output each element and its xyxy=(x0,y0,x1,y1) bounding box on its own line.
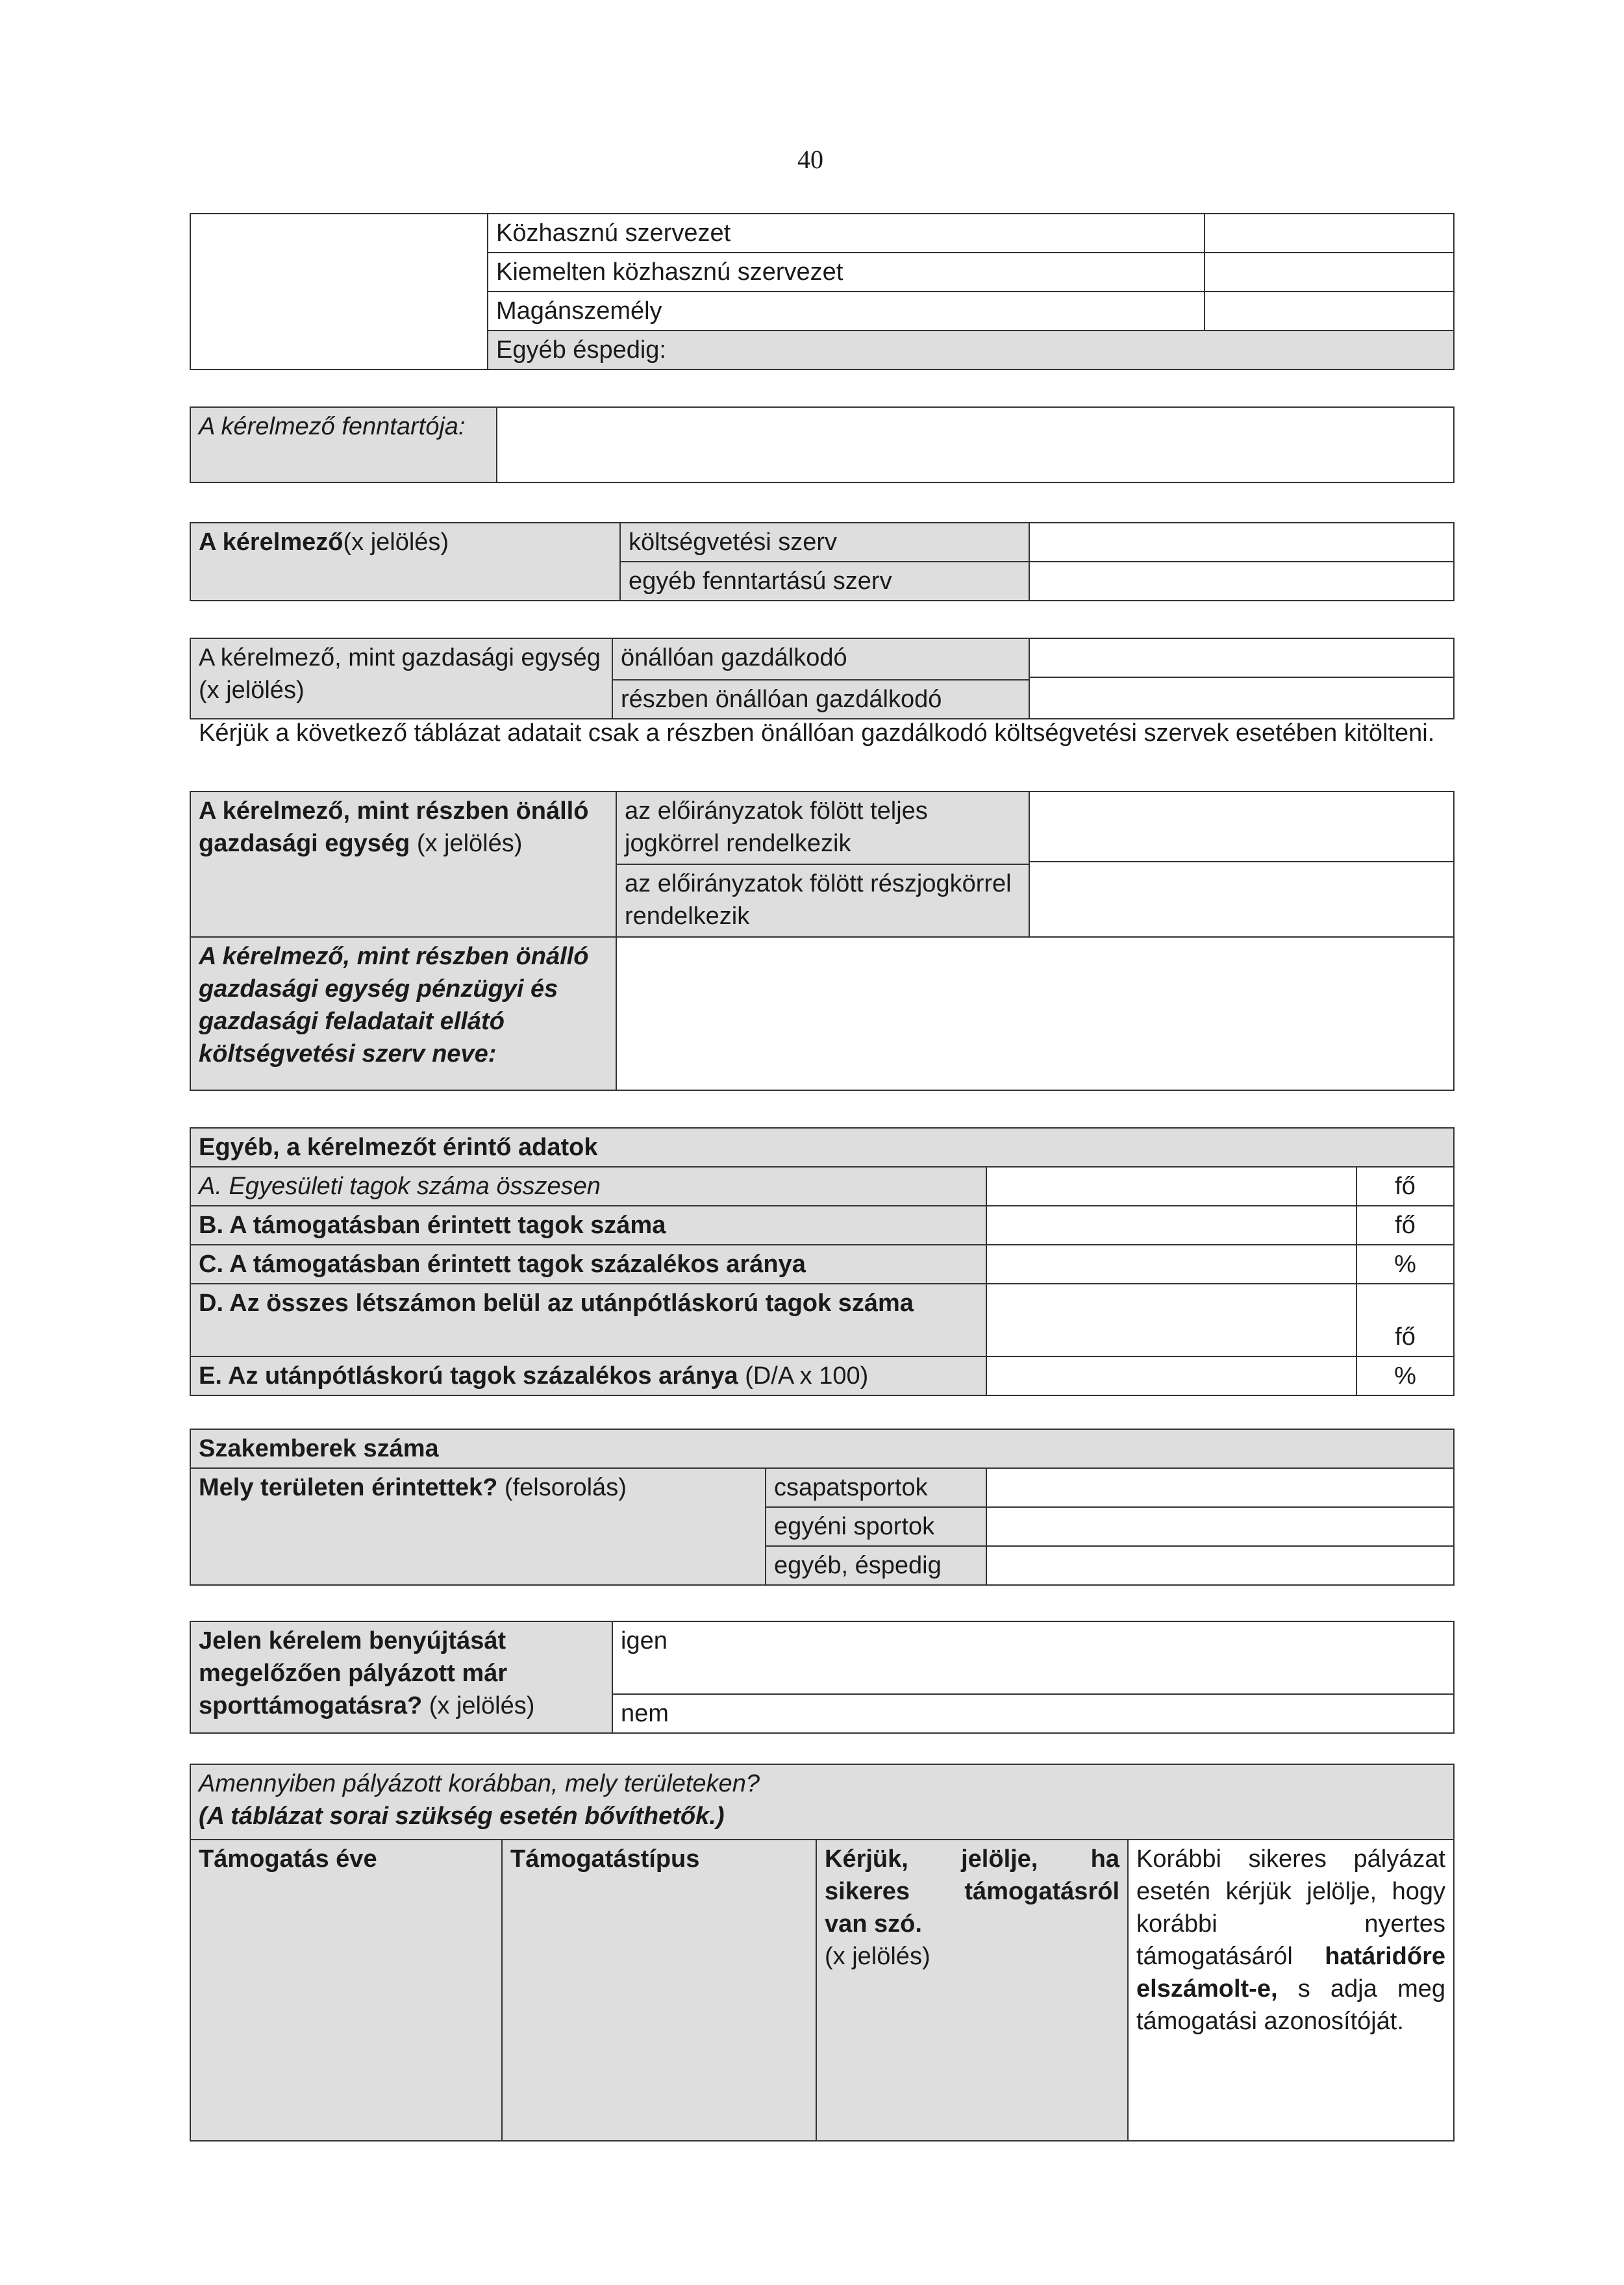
option-koltsegvetesi: költségvetési szerv xyxy=(620,523,1029,562)
col-sikeres-rest: (x jelölés) xyxy=(825,1943,931,1970)
korabbi-table xyxy=(190,1764,1455,2141)
col-tamogatas-eve: Támogatás éve xyxy=(190,1840,502,2141)
org-type-kozhasznu: Közhasznú szervezet xyxy=(488,214,1205,253)
org-type-kiemelten: Kiemelten közhasznú szervezet xyxy=(488,253,1205,292)
page-number: 40 xyxy=(797,145,823,174)
col-korabbi-text-b: s adja meg támogatási azonosítóját. xyxy=(1136,1975,1446,2035)
option-egyeb-espedig: egyéb, éspedig xyxy=(766,1546,986,1585)
org-type-kiemelten-mark[interactable] xyxy=(1205,253,1454,292)
fenntarto-field[interactable] xyxy=(497,407,1454,482)
kerelmezo-type-table xyxy=(190,522,1455,601)
option-reszjogkor: az előirányzatok fölött részjogkörrel rendelkezik xyxy=(625,870,1012,930)
option-egyeb-fenntartasu-mark[interactable] xyxy=(1029,562,1454,601)
reszben-label-bold: A kérelmező, mint részben önálló gazdasági egység xyxy=(199,797,589,857)
egyeb-row-b-label: B. A támogatásban érintett tagok száma xyxy=(190,1206,986,1245)
org-type-blank-cell xyxy=(190,214,488,369)
col-korabbi-bold: határidőre elszámolt-e, xyxy=(1136,1943,1446,2003)
palyazott-table xyxy=(190,1621,1455,1734)
option-csapatsportok-field[interactable] xyxy=(986,1468,1454,1507)
org-type-kozhasznu-mark[interactable] xyxy=(1205,214,1454,253)
gazdasagi-options xyxy=(612,638,1029,719)
egyeb-row-a-value[interactable] xyxy=(986,1167,1356,1206)
palyazott-options xyxy=(612,1621,1454,1733)
szerv-neve-field[interactable] xyxy=(616,937,1454,1090)
egyeb-row-c-label: C. A támogatásban érintett tagok százalékos aránya xyxy=(190,1245,986,1284)
egyeb-row-e-value[interactable] xyxy=(986,1356,1356,1395)
reszben-options xyxy=(616,792,1029,937)
egyeb-row-d-label: D. Az összes létszámon belül az utánpótláskorú tagok száma xyxy=(190,1284,986,1356)
egyeb-adatok-header: Egyéb, a kérelmezőt érintő adatok xyxy=(190,1128,1454,1167)
szakember-question xyxy=(190,1468,766,1585)
egyeb-row-b-value[interactable] xyxy=(986,1206,1356,1245)
gazdasagi-marks[interactable] xyxy=(1029,638,1454,719)
szakember-table xyxy=(190,1429,1455,1586)
option-egyeni-sportok-field[interactable] xyxy=(986,1507,1454,1546)
reszben-marks[interactable] xyxy=(1029,792,1454,937)
col-sikeres-bold: Kérjük, jelölje, ha sikeres támogatásról van szó. xyxy=(825,1845,1119,1938)
gazdasagi-label: A kérelmező, mint gazdasági egység (x jelölés) xyxy=(190,638,612,719)
kerelmezo-type-label-bold: A kérelmező xyxy=(199,529,344,556)
egyeb-row-d-value[interactable] xyxy=(986,1284,1356,1356)
org-type-maganszemely-mark[interactable] xyxy=(1205,292,1454,331)
egyeb-row-e-label-bold: E. Az utánpótláskorú tagok százalékos aránya xyxy=(199,1362,738,1390)
palyazott-label xyxy=(190,1621,612,1733)
egyeb-row-c-unit: % xyxy=(1356,1245,1454,1284)
egyeb-row-a-unit: fő xyxy=(1356,1167,1454,1206)
option-teljes-jogkor: az előirányzatok fölött teljes jogkörrel rendelkezik xyxy=(617,792,1029,865)
szakember-question-rest: (felsorolás) xyxy=(504,1474,627,1501)
szerv-neve-label: A kérelmező, mint részben önálló gazdasági egység pénzügyi és gazdasági feladatait ellátó költségvetési szerv neve: xyxy=(190,937,616,1090)
egyeb-row-a-label: A. Egyesületi tagok száma összesen xyxy=(190,1167,986,1206)
kerelmezo-type-label-rest: (x jelölés) xyxy=(343,529,449,556)
instruction-text: Kérjük a következő táblázat adatait csak a részben önállóan gazdálkodó költségvetési szervek esetében kitölteni. xyxy=(199,719,1435,747)
option-onalloan: önállóan gazdálkodó xyxy=(613,639,1029,681)
palyazott-label-rest: (x jelölés) xyxy=(429,1692,535,1719)
egyeb-row-d-unit: fő xyxy=(1356,1284,1454,1356)
option-egyeb-espedig-field[interactable] xyxy=(986,1546,1454,1585)
option-onalloan-mark[interactable] xyxy=(1030,639,1453,678)
reszben-label xyxy=(190,792,616,937)
egyeb-row-b-unit: fő xyxy=(1356,1206,1454,1245)
szakember-header: Szakemberek száma xyxy=(190,1429,1454,1468)
palyazott-label-bold: Jelen kérelem benyújtását megelőzően pályázott már sporttámogatásra? xyxy=(199,1627,508,1719)
szakember-question-bold: Mely területen érintettek? xyxy=(199,1474,498,1501)
org-type-maganszemely: Magánszemély xyxy=(488,292,1205,331)
option-teljes-jogkor-mark[interactable] xyxy=(1030,792,1453,862)
korabbi-title: Amennyiben pályázott korábban, mely területeken? xyxy=(199,1770,760,1797)
org-type-table xyxy=(190,213,1455,370)
egyeb-adatok-table xyxy=(190,1127,1455,1396)
reszben-label-rest: (x jelölés) xyxy=(416,830,523,857)
egyeb-row-e-label xyxy=(190,1356,986,1395)
col-korabbi-sikeres xyxy=(1128,1840,1454,2141)
egyeb-row-c-value[interactable] xyxy=(986,1245,1356,1284)
egyeb-row-e-label-rest: (D/A x 100) xyxy=(745,1362,869,1390)
kerelmezo-type-label xyxy=(190,523,620,601)
col-sikeres xyxy=(816,1840,1128,2141)
option-koltsegvetesi-mark[interactable] xyxy=(1029,523,1454,562)
option-csapatsportok: csapatsportok xyxy=(766,1468,986,1507)
org-type-egyeb: Egyéb éspedig: xyxy=(488,331,1454,369)
fenntarto-table xyxy=(190,406,1455,483)
option-nem[interactable]: nem xyxy=(621,1700,669,1727)
option-egyeb-fenntartasu: egyéb fenntartású szerv xyxy=(620,562,1029,601)
reszben-table xyxy=(190,791,1455,1091)
korabbi-subtitle: (A táblázat sorai szükség esetén bővíthetők.) xyxy=(199,1803,725,1830)
col-tamogatastipus: Támogatástípus xyxy=(502,1840,816,2141)
option-igen[interactable]: igen xyxy=(613,1622,1453,1695)
egyeb-row-e-unit: % xyxy=(1356,1356,1454,1395)
korabbi-header xyxy=(190,1764,1454,1840)
option-reszben-onalloan: részben önállóan gazdálkodó xyxy=(621,686,942,713)
col-korabbi-text-a: Korábbi sikeres pályázat esetén kérjük jelölje, hogy korábbi nyertes támogatásáról xyxy=(1136,1845,1446,1970)
gazdasagi-table xyxy=(190,638,1455,719)
fenntarto-label: A kérelmező fenntartója: xyxy=(190,407,497,482)
option-egyeni-sportok: egyéni sportok xyxy=(766,1507,986,1546)
